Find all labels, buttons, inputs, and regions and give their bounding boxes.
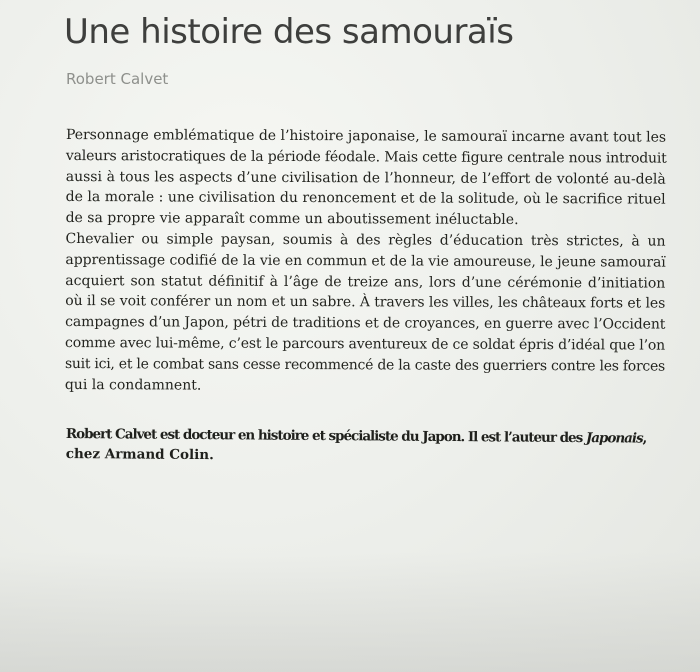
synopsis-line: Personnage emblématique de l’histoire japonaise, le samouraï incarne avant tout les: [65, 126, 667, 146]
author-name: Robert Calvet: [66, 70, 169, 88]
synopsis-line: comme avec lui-même, c’est le parcours aventureux de ce soldat épris d’idéal que l’on: [65, 334, 666, 354]
synopsis-line: aussi à tous les aspects d’une civilisation de l’honneur, de l’effort de volonté au-delà: [65, 168, 666, 188]
synopsis: [65, 125, 666, 398]
book-title: Une histoire des samouraïs: [64, 12, 514, 52]
paper-shadow: [0, 552, 700, 672]
synopsis-line: acquiert son statut définitif à l’âge de treize ans, lors d’une cérémonie d’initiation: [65, 272, 666, 292]
synopsis-line: apprentissage codifié de la vie en commun et de la vie amoureuse, le jeune samouraï: [65, 251, 666, 271]
bio-punctuation: ,: [642, 430, 647, 447]
author-bio: [66, 424, 646, 469]
synopsis-line: suit ici, et le combat sans cesse recommencé de la caste des guerriers contre les forces: [64, 355, 665, 375]
synopsis-line: de sa propre vie apparaît comme un aboutissement inéluctable.: [65, 210, 519, 229]
synopsis-line: de la morale : une civilisation du renoncement et de la solitude, où le sacrifice rituel: [65, 189, 666, 209]
author-bio-line: chez Armand Colin.: [65, 445, 214, 464]
synopsis-line: valeurs aristocratiques de la période féodale. Mais cette figure centrale nous introduit: [65, 147, 667, 167]
synopsis-line: Chevalier ou simple paysan, soumis à des règles d’éducation très strictes, à un: [65, 230, 666, 250]
synopsis-line: qui la condamnent.: [64, 376, 202, 394]
bio-text: Robert Calvet est docteur en histoire et spécialiste du Japon. Il est l’auteur des: [65, 425, 586, 447]
synopsis-line: campagnes d’un Japon, pétri de traditions et de croyances, en guerre avec l’Occident: [65, 314, 666, 333]
bio-book-title: Japonais: [585, 430, 643, 447]
synopsis-line: où il se voit conférer un nom et un sabre. À travers les villes, les châteaux forts et les: [65, 293, 666, 312]
